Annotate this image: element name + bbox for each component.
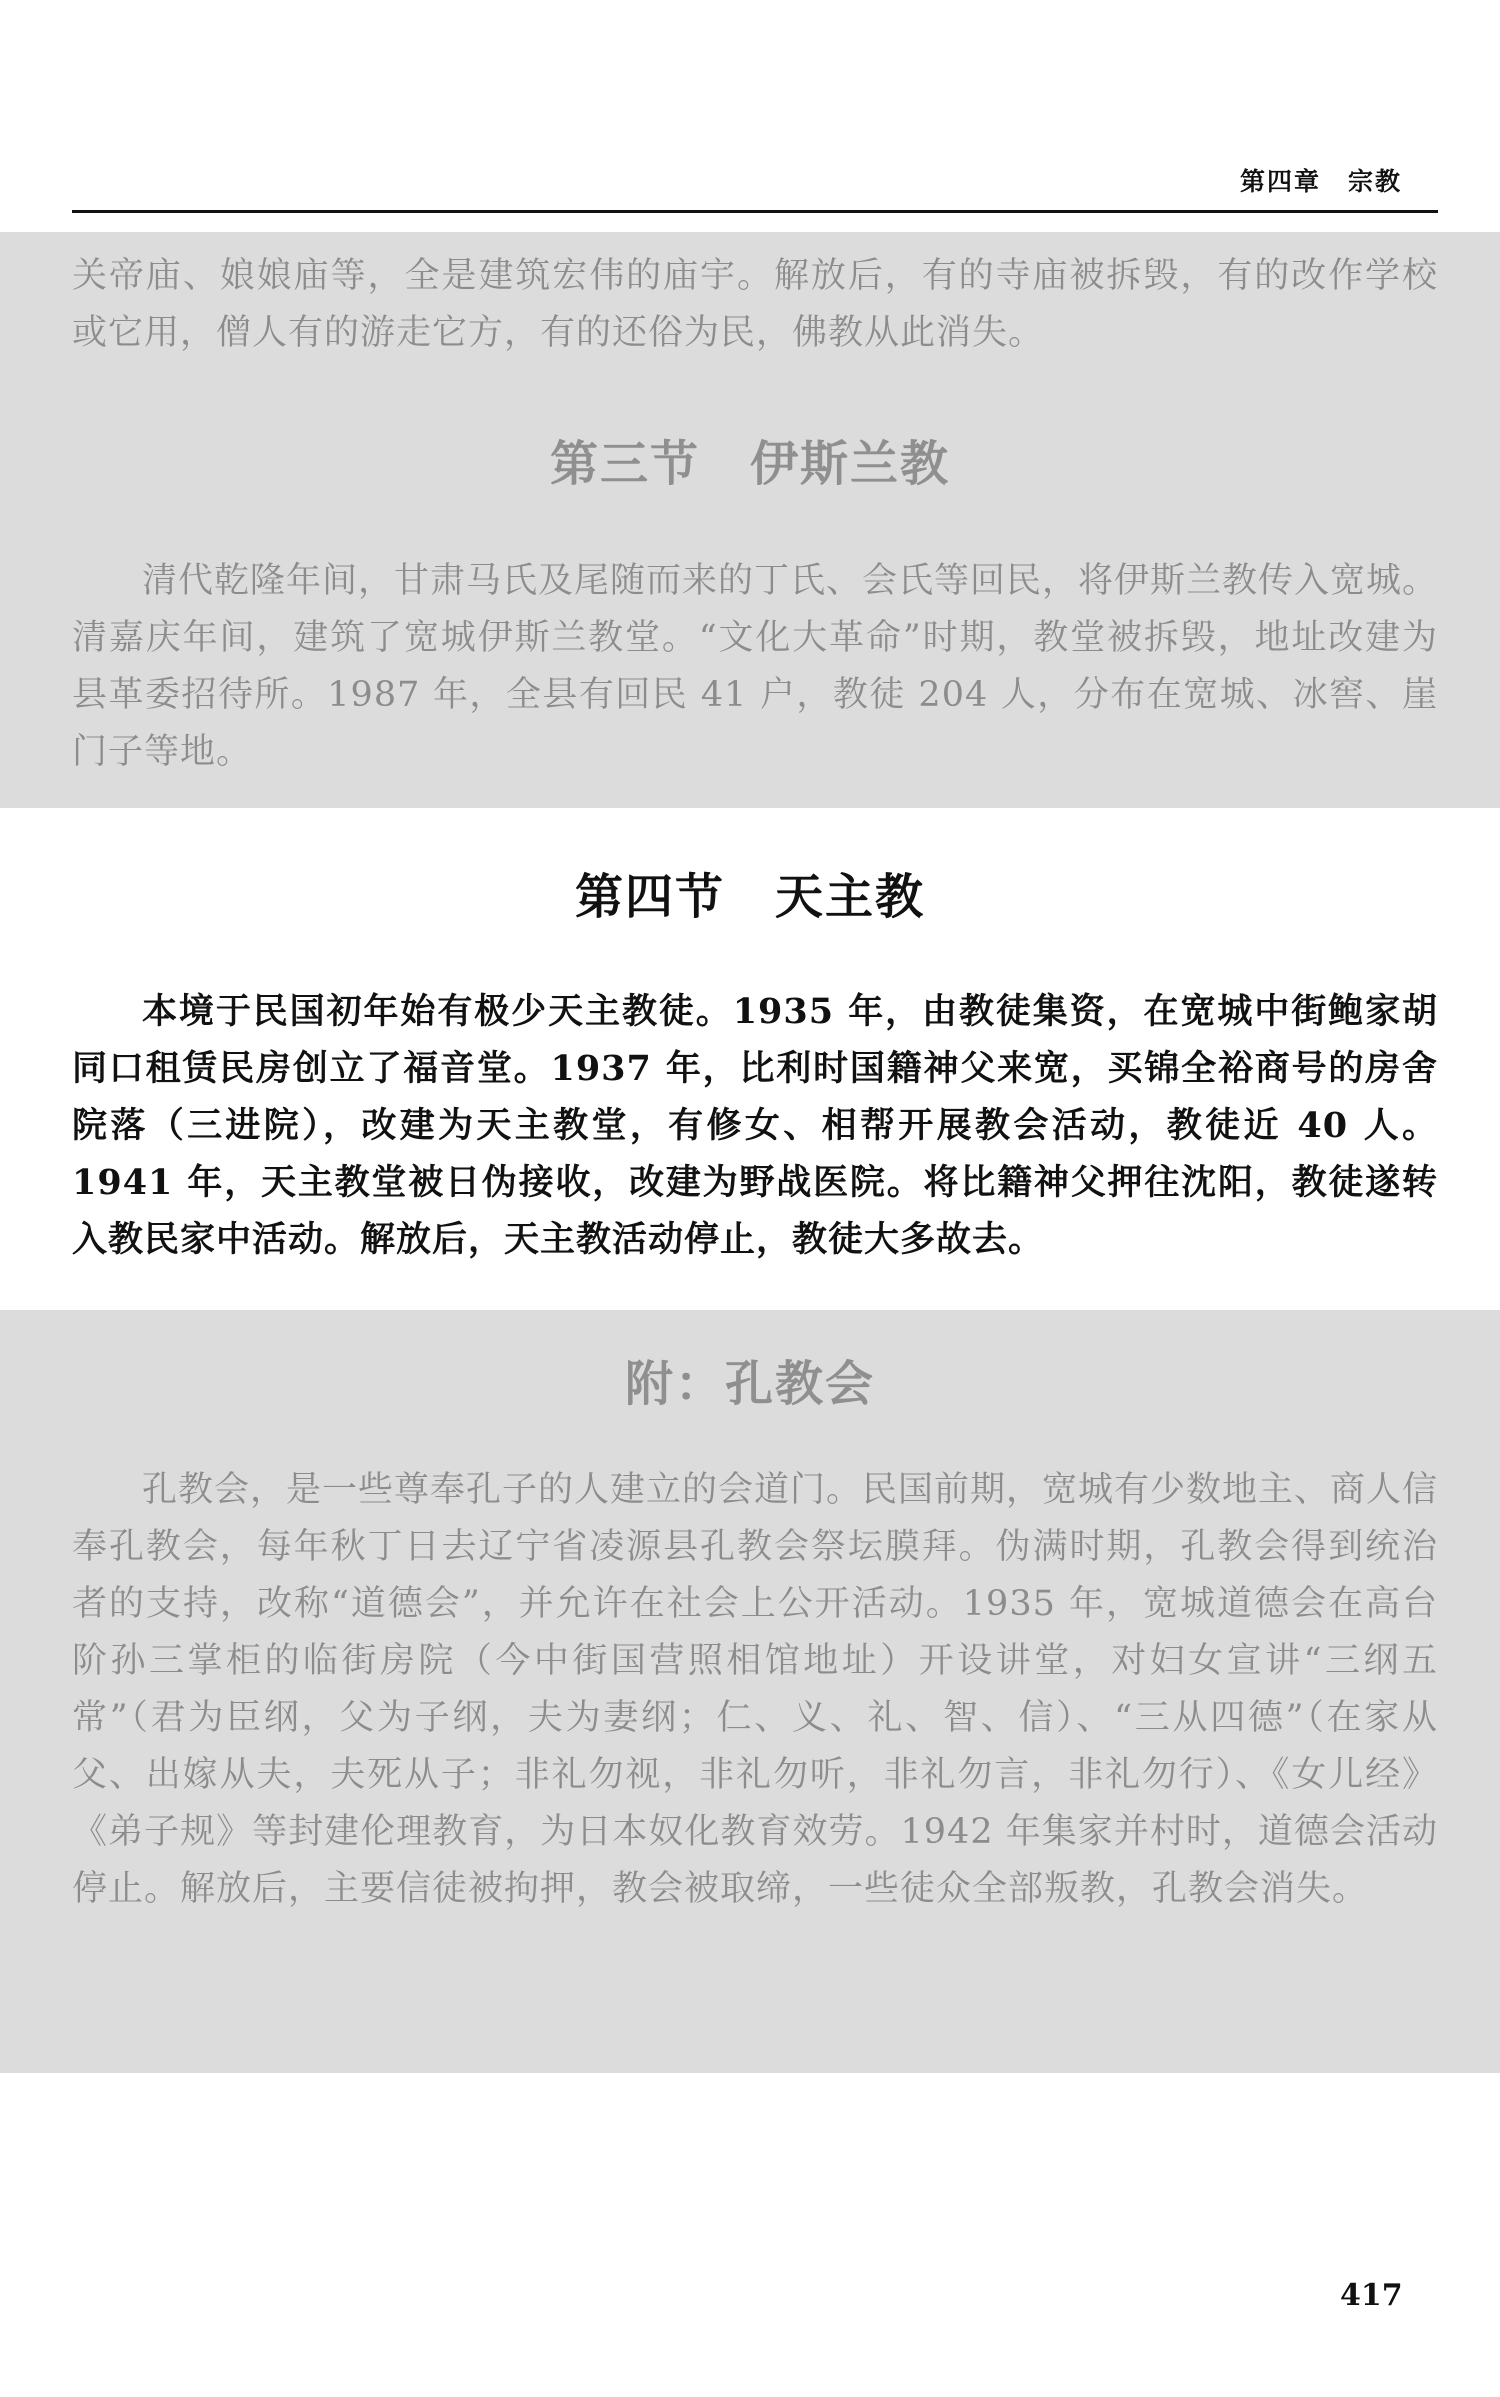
buddhism-tail-paragraph: 关帝庙、娘娘庙等，全是建筑宏伟的庙宇。解放后，有的寺庙被拆毁，有的改作学校或它用，僧人有的游走它方，有的还俗为民，佛教从此消失。 (72, 256, 1438, 353)
catholicism-paragraph: 本境于民国初年始有极少天主教徒。1935 年，由教徒集资，在宽城中街鲍家胡同口租赁民房创立了福音堂。1937 年，比利时国籍神父来宽，买锦全裕商号的房舍院落（三进院），改建为天主教堂，有修女、相帮开展教会活动，教徒近 40 人。1941 年，天主教堂被日伪接收，改建为野战医院。将比籍神父押往沈阳，教徒遂转入教民家中活动。解放后，天主教活动停止，教徒大多故去。 (72, 991, 1438, 1260)
confucianism-paragraph: 孔教会，是一些尊奉孔子的人建立的会道门。民国前期，宽城有少数地主、商人信奉孔教会，每年秋丁日去辽宁省凌源县孔教会祭坛膜拜。伪满时期，孔教会得到统治者的支持，改称“道德会”，并允许在社会上公开活动。1935 年，宽城道德会在高台阶孙三掌柜的临街房院（今中街国营照相馆地址）开设讲堂，对妇女宣讲“三纲五常”（君为臣纲，父为子纲，夫为妻纲；仁、义、礼、智、信）、“三从四德”（在家从父、出嫁从夫，夫死从子；非礼勿视，非礼勿听，非礼勿言，非礼勿行）、《女儿经》《弟子规》等封建伦理教育，为日本奴化教育效劳。1942 年集家并村时，道德会活动停止。解放后，主要信徒被拘押，教会被取缔，一些徒众全部叛教，孔教会消失。 (72, 1470, 1439, 1909)
islam-heading: 第三节 伊斯兰教 (549, 436, 950, 492)
running-header: 第四章 宗教 (1240, 167, 1403, 196)
islam-paragraph: 清代乾隆年间，甘肃马氏及尾随而来的丁氏、会氏等回民，将伊斯兰教传入宽城。清嘉庆年间，建筑了宽城伊斯兰教堂。“文化大革命”时期，教堂被拆毁，地址改建为县革委招待所。1987 年，全县有回民 41 户，教徒 204 人，分布在宽城、冰窖、崖门子等地。 (72, 561, 1439, 772)
header-rule (72, 210, 1438, 213)
confucianism-heading: 附：孔教会 (624, 1356, 875, 1412)
catholicism-heading: 第四节 天主教 (574, 869, 925, 925)
page-number: 417 (1340, 2278, 1403, 2313)
